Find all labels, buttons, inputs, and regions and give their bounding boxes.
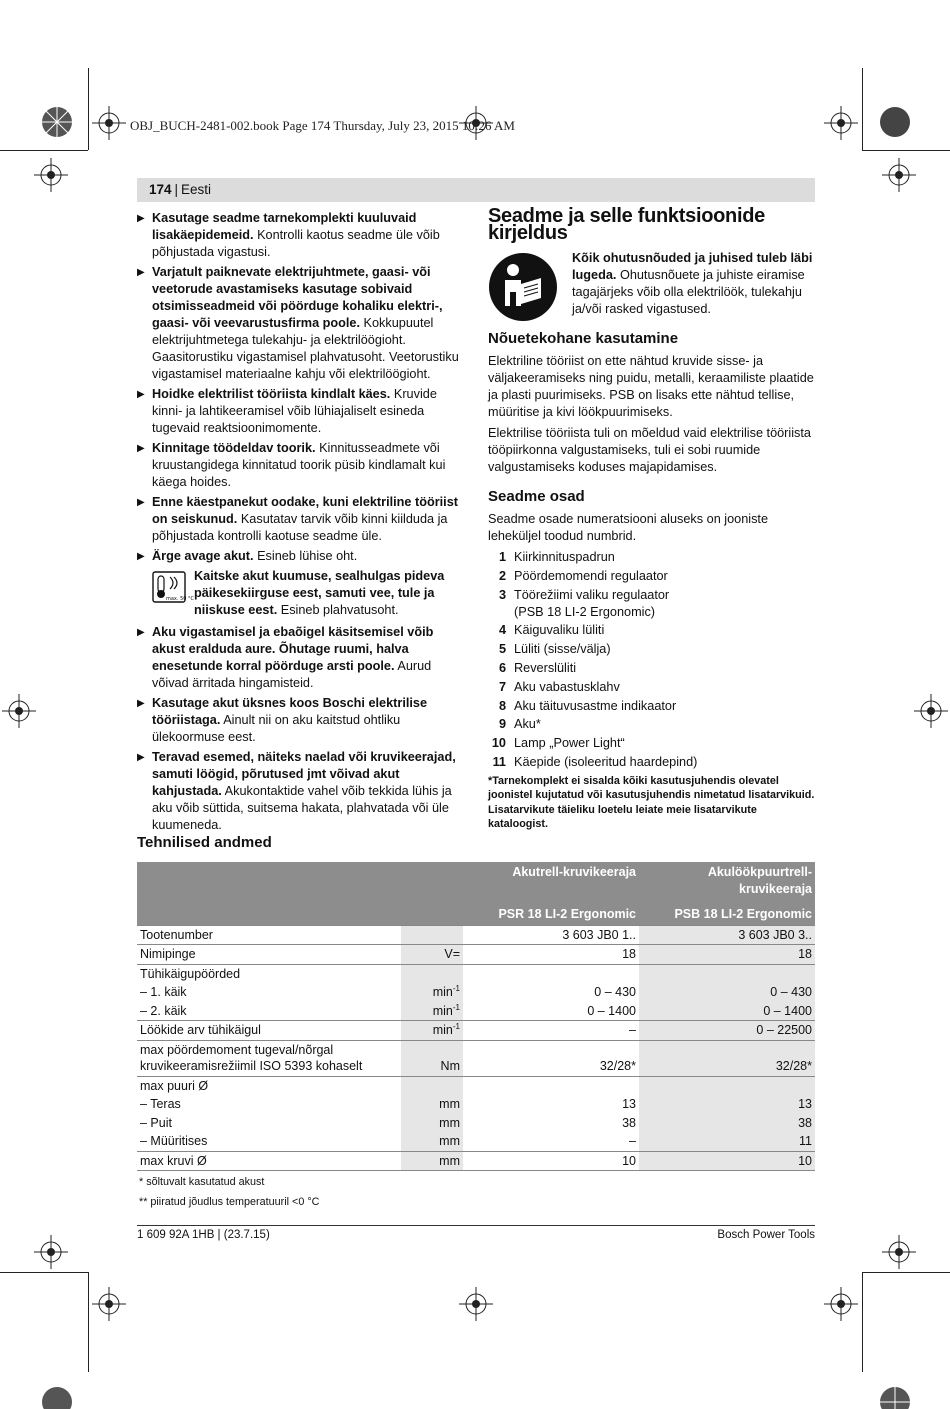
safety-bullet xyxy=(137,749,464,834)
crosshair-icon xyxy=(459,1287,493,1321)
tech-data-title: Tehnilised andmed xyxy=(137,834,272,851)
crosshair-icon xyxy=(882,158,916,192)
read-manual-icon xyxy=(488,252,558,322)
bullet-bold: Teravad esemed, näiteks naelad või kruvikeerajad, samuti löögid, põrutused jmt võivad akut kahjustada. xyxy=(152,750,456,798)
table-header-row xyxy=(137,862,815,904)
crosshair-icon xyxy=(34,1235,68,1269)
table-row: max kruvi Ø mm 10 10 xyxy=(137,1151,815,1171)
crop-line xyxy=(862,68,863,150)
bullet-arrow-icon: ▶ xyxy=(137,627,145,638)
tech-data-table xyxy=(137,862,815,1171)
crosshair-icon xyxy=(2,694,36,728)
list-item: 10 Lamp „Power Light“ xyxy=(491,736,625,751)
list-item: 7 Aku vabastusklahv xyxy=(498,679,620,694)
table-footnote: ** piiratud jõudlus temperatuuril <0 °C xyxy=(139,1196,320,1208)
col-model-psr: PSR 18 LI-2 Ergonomic xyxy=(463,904,639,925)
crop-line xyxy=(862,1272,950,1273)
list-item: 8 Aku täituvusastme indikaator xyxy=(498,698,677,713)
read-instructions-note xyxy=(488,250,815,318)
table-row: – 1. käik $\min^{-1}$ 0 – 430 0 – 430 xyxy=(137,983,815,1002)
bullet-bold: Kasutage akut üksnes koos Boschi elektrilise tööriistaga. xyxy=(152,696,428,727)
col-type-psr: Akutrell-kruvikeeraja xyxy=(463,862,639,904)
table-row: – Teras mm 13 13 xyxy=(137,1095,815,1114)
accessory-footnote: *Tarnekomplekt ei sisalda kõiki kasutusjuhendis olevatel joonistel kujutatud või kasutusjuhendis nimetatud lisatarvikuid. Lisatarvikute täieliku loetelu leiate meie lisatarvikute kataloogist. xyxy=(488,774,815,831)
crosshair-icon xyxy=(92,1287,126,1321)
bullet-bold: Varjatult paiknevate elektrijuhtmete, gaasi- või veetorude avastamiseks kasutage sobivaid otsimisseadmeid või pöörduge kohaliku elektri-, gaasi- või veevarustusfirma poole. xyxy=(152,265,443,330)
page-footer xyxy=(137,1225,815,1241)
crosshair-icon xyxy=(34,158,68,192)
bullet-arrow-icon: ▶ xyxy=(137,551,145,562)
crop-line xyxy=(88,68,89,150)
bullet-arrow-icon: ▶ xyxy=(137,443,145,454)
footer-brand: Bosch Power Tools xyxy=(717,1229,815,1241)
bullet-bold: Kinnitage töödeldav toorik. xyxy=(152,441,316,455)
parts-heading: Seadme osad xyxy=(488,488,585,505)
bullet-arrow-icon: ▶ xyxy=(137,389,145,400)
bullet-text: Kasutatav tarvik võib kinni kiilduda ja põhjustada kontrolli kaotuse seadme üle. xyxy=(152,512,448,543)
bullet-bold: Enne käestpanekut oodake, kuni elektriline tööriist on seiskunud. xyxy=(152,495,458,526)
bullet-text: Kontrolli kaotus seadme üle võib põhjustada vigastusi. xyxy=(152,228,440,259)
bullet-text: Kokkupuutel elektrijuhtmetega tulekahju- ja elektrilöögioht. Gaasitorustiku vigastamisel plahvatusoht. Veetorustiku vigastamisel materiaalne kahju või elektrilöögioht. xyxy=(152,316,459,381)
bullet-arrow-icon: ▶ xyxy=(137,752,145,763)
bullet-bold: Hoidke elektrilist tööriista kindlalt käes. xyxy=(152,387,391,401)
table-row: Tootenumber 3 603 JB0 1.. 3 603 JB0 3.. xyxy=(137,925,815,945)
table-row: – Puit mm 38 38 xyxy=(137,1114,815,1133)
bullet-text: Esineb lühise oht. xyxy=(253,549,358,563)
list-item: 11 Käepide (isoleeritud haardepind) xyxy=(492,754,698,769)
safety-bullet xyxy=(137,440,464,491)
heat-warning xyxy=(137,568,464,619)
bullet-arrow-icon: ▶ xyxy=(137,267,145,278)
safety-bullet xyxy=(137,210,464,261)
parts-intro: Seadme osade numeratsiooni aluseks on jooniste leheküljel toodud numbrid. xyxy=(488,512,769,543)
footer-doc-number: 1 609 92A 1HB | (23.7.15) xyxy=(137,1229,270,1241)
intended-use-paragraph: Elektriline tööriist on ette nähtud kruvide sisse- ja väljakeeramiseks ning puidu, metalli, keraamiliste plaatide ja plasti puurimiseks. PSB on lisaks ette nähtud tellise, müüritise ja kivi löökpuurimiseks. xyxy=(488,354,814,419)
table-row: – Müüritises mm – 11 xyxy=(137,1132,815,1151)
crosshair-icon xyxy=(92,106,126,140)
parts-list xyxy=(488,549,815,771)
safety-bullet xyxy=(137,695,464,746)
list-item: 1 Kiirkinnituspadrun xyxy=(498,550,615,564)
heat-warning-bold: Kaitske akut kuumuse, sealhulgas pideva päikesekiirguse eest, samuti vee, tule ja niiskuse eest. xyxy=(194,569,445,617)
bullet-bold: Aku vigastamisel ja ebaõigel käsitsemisel võib akust eralduda aure. Õhutage ruumi, halva enesetunde korral pöörduge arsti poole. xyxy=(152,625,434,673)
bullet-bold: Ärge avage akut. xyxy=(152,549,254,563)
bullet-arrow-icon: ▶ xyxy=(137,213,145,224)
table-row: Tühikäigupöörded xyxy=(137,964,815,983)
col-model-psb: PSB 18 LI-2 Ergonomic xyxy=(639,904,815,925)
table-row: Löökide arv tühikäigul $\min^{-1}$ – 0 – 22500 xyxy=(137,1021,815,1041)
bullet-text: Akukontaktide vahel võib tekkida lühis ja aku võib süttida, suitsema hakata, plahvatada või üle kuumeneda. xyxy=(152,784,452,832)
crop-line xyxy=(0,1272,88,1273)
crosshair-icon xyxy=(914,694,948,728)
section-title: Seadme ja selle funktsioonide kirjeldus xyxy=(488,205,765,244)
list-item: 9 Aku* xyxy=(498,717,541,732)
list-item: 5 Lüliti (sisse/välja) xyxy=(498,642,611,657)
bullet-text: Kruvide kinni- ja lahtikeeramisel võib lühiajaliselt esineda tugevaid reaktsioonimomente. xyxy=(152,387,437,435)
intended-use-heading: Nõuetekohane kasutamine xyxy=(488,330,679,347)
page-header-bar xyxy=(137,178,815,202)
heat-warning-text: Esineb plahvatusoht. xyxy=(277,603,399,617)
list-item: 4 Käiguvaliku lüliti xyxy=(498,623,605,638)
safety-bullet xyxy=(137,548,464,565)
col-type-psb: Akulöökpuurtrell- kruvikeeraja xyxy=(639,862,815,904)
battery-heat-warning-icon xyxy=(152,571,195,603)
bullet-text: Aurud võivad ärritada hingamisteid. xyxy=(152,659,432,690)
left-column xyxy=(137,210,464,837)
right-column xyxy=(488,205,815,832)
table-row: max puuri Ø xyxy=(137,1076,815,1095)
table-row: Nimipinge V= 18 18 xyxy=(137,945,815,965)
bullet-text: Kinnitusseadmete või kruustangidega kinnitatud toorik püsib kindlamalt kui käega hoides. xyxy=(152,441,446,489)
crop-line xyxy=(862,1272,863,1372)
crosshair-icon xyxy=(824,1287,858,1321)
page-separator: | xyxy=(174,182,179,197)
svg-text:max. 50 °C: max. 50 °C xyxy=(166,596,195,602)
file-header: OBJ_BUCH-2481-002.book Page 174 Thursday, July 23, 2015 10:26 AM xyxy=(130,118,515,133)
registration-mark-icon xyxy=(878,102,912,142)
intended-use-paragraph: Elektrilise tööriista tuli on mõeldud vaid elektrilise tööriista tööpiirkonna valgustamiseks, tuli ei sobi ruumide valgustamiseks koduses majapidamises. xyxy=(488,426,811,474)
crosshair-icon xyxy=(824,106,858,140)
crop-line xyxy=(862,150,950,151)
list-item: 3 Töörežiimi valiku regulaator (PSB 18 LI-2 Ergonomic) xyxy=(498,587,670,619)
bullet-text: Ainult nii on aku kaitstud ohtliku ülekoormuse eest. xyxy=(152,713,401,744)
registration-mark-icon xyxy=(40,102,74,142)
bullet-bold: Kasutage seadme tarnekomplekti kuuluvaid lisakäepidemeid. xyxy=(152,211,417,242)
page-language: Eesti xyxy=(181,182,212,197)
table-footnote: * sõltuvalt kasutatud akust xyxy=(139,1176,265,1188)
crosshair-icon xyxy=(882,1235,916,1269)
safety-bullet xyxy=(137,386,464,437)
list-item: 6 Reverslüliti xyxy=(498,660,577,675)
list-item: 2 Pöördemomendi regulaator xyxy=(498,568,668,583)
bullet-arrow-icon: ▶ xyxy=(137,698,145,709)
safety-bullet xyxy=(137,624,464,692)
table-row: max pöördemoment tugeval/nõrgal kruvikeeramisrežiimil ISO 5393 kohaselt Nm 32/28* 32/28* xyxy=(137,1040,815,1076)
safety-note-text: Ohutusnõuete ja juhiste eiramise tagajärjeks võib olla elektrilöök, tulekahju ja/või rasked vigastused. xyxy=(572,268,805,316)
safety-note-bold: Kõik ohutusnõuded ja juhised tuleb läbi lugeda. xyxy=(572,251,813,282)
crop-line xyxy=(88,1272,89,1372)
safety-bullet xyxy=(137,264,464,383)
crop-line xyxy=(0,150,88,151)
table-row: – 2. käik $\min^{-1}$ 0 – 1400 0 – 1400 xyxy=(137,1002,815,1021)
registration-mark-icon xyxy=(878,1385,912,1409)
table-header-row xyxy=(137,904,815,925)
bullet-arrow-icon: ▶ xyxy=(137,497,145,508)
safety-bullet xyxy=(137,494,464,545)
registration-mark-icon xyxy=(40,1385,74,1409)
page-number: 174 xyxy=(149,182,172,197)
